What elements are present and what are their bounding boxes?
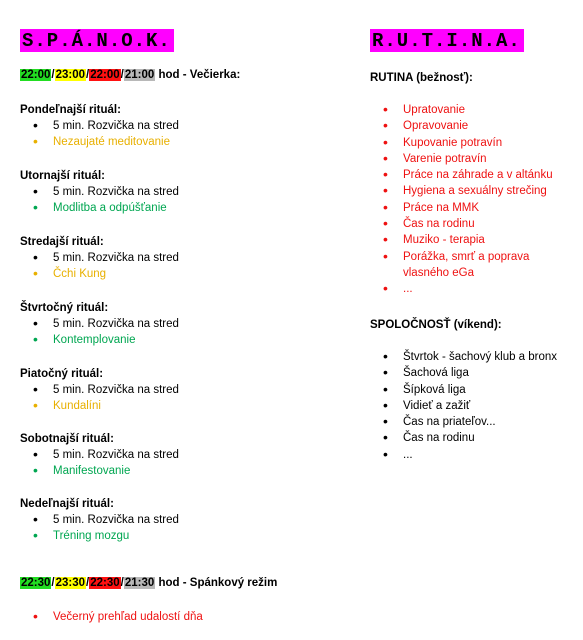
list-item: • Upratovanie bbox=[383, 101, 466, 117]
list-item: • Modlitba a odpúšťanie bbox=[33, 199, 167, 216]
bullet-icon: • bbox=[383, 231, 388, 248]
bullet-icon: • bbox=[383, 364, 388, 381]
list-item: • Nezaujaté meditovanie bbox=[33, 133, 170, 150]
ritual-saturday bbox=[20, 431, 340, 480]
list-item: • Čchi Kung bbox=[33, 265, 107, 282]
bedtime-label: hod - Večierka: bbox=[155, 69, 241, 81]
bullet-icon: • bbox=[33, 397, 38, 414]
bullet-icon: • bbox=[383, 133, 388, 150]
bullet-icon: • bbox=[383, 247, 388, 264]
bullet-icon: • bbox=[383, 166, 388, 183]
list-item: • Štvrtok - šachový klub a bronx bbox=[383, 348, 558, 364]
ritual-heading: Štvrtočný rituál: bbox=[20, 302, 109, 314]
spolocnost-list bbox=[370, 349, 580, 463]
bullet-icon: • bbox=[33, 315, 38, 331]
bullet-icon: • bbox=[383, 182, 388, 199]
ritual-sunday bbox=[20, 496, 340, 545]
time-highlight-green: 22:00 bbox=[21, 69, 51, 81]
bullet-icon: • bbox=[383, 413, 388, 430]
list-item: • ... bbox=[383, 280, 413, 297]
list-item: • Čas na rodinu bbox=[383, 215, 475, 232]
bullet-icon: • bbox=[383, 348, 388, 364]
sleep-mode-line: 22:30/23:30/22:30/21:30 hod - Spánkový režim bbox=[21, 577, 278, 589]
bullet-icon: • bbox=[33, 462, 38, 479]
bullet-icon: • bbox=[33, 608, 38, 624]
list-item: • Večerný prehľad udalostí dňa bbox=[33, 608, 203, 624]
ritual-heading: Nedeľnajší rituál: bbox=[20, 498, 114, 510]
evening-list bbox=[20, 609, 340, 625]
list-item: • Kontemplovanie bbox=[33, 331, 136, 348]
list-item: • Vidieť a zažiť bbox=[383, 396, 471, 413]
list-item: • Šachová liga bbox=[383, 364, 469, 381]
list-item: • Varenie potravín bbox=[383, 149, 487, 166]
time-highlight-red: 22:30 bbox=[90, 577, 120, 589]
bullet-icon: • bbox=[33, 381, 38, 397]
bullet-icon: • bbox=[383, 117, 388, 134]
list-item: • Práce na MMK bbox=[383, 198, 480, 215]
list-item: • 5 min. Rozvička na stred bbox=[33, 183, 179, 199]
spolocnost-heading: SPOLOČNOSŤ (víkend): bbox=[370, 319, 502, 331]
list-item: • Porážka, smrť a poprava vlasného eGa bbox=[383, 247, 530, 279]
ritual-monday bbox=[20, 102, 340, 151]
ritual-heading: Sobotnajší rituál: bbox=[20, 433, 114, 445]
list-item: • Manifestovanie bbox=[33, 462, 131, 479]
ritual-wednesday bbox=[20, 234, 340, 283]
bullet-icon: • bbox=[383, 429, 388, 446]
list-item: • Hygiena a sexuálny strečing bbox=[383, 182, 547, 199]
list-item: • Kupovanie potravín bbox=[383, 133, 503, 150]
list-item: • Práce na záhrade a v altánku bbox=[383, 166, 553, 183]
bullet-icon: • bbox=[33, 446, 38, 462]
bullet-icon: • bbox=[33, 249, 38, 265]
ritual-heading: Pondeľnajší rituál: bbox=[20, 104, 121, 116]
time-highlight-yellow: 23:00 bbox=[55, 69, 86, 81]
bullet-icon: • bbox=[33, 117, 38, 133]
list-item: • 5 min. Rozvička na stred bbox=[33, 117, 179, 133]
ritual-heading: Piatočný rituál: bbox=[20, 368, 104, 380]
ritual-friday bbox=[20, 366, 340, 415]
bullet-icon: • bbox=[383, 198, 388, 215]
list-item: • Opravovanie bbox=[383, 117, 469, 134]
bullet-icon: • bbox=[33, 331, 38, 348]
list-item: • 5 min. Rozvička na stred bbox=[33, 249, 179, 265]
bullet-icon: • bbox=[383, 445, 388, 462]
list-item: • Kundalíni bbox=[33, 397, 101, 414]
bullet-icon: • bbox=[383, 215, 388, 232]
bullet-icon: • bbox=[383, 380, 388, 397]
time-highlight-yellow: 23:30 bbox=[55, 577, 86, 589]
time-highlight-gray: 21:30 bbox=[124, 577, 155, 589]
time-highlight-red: 22:00 bbox=[90, 69, 120, 81]
list-item: • Tréning mozgu bbox=[33, 527, 130, 544]
bullet-icon: • bbox=[383, 101, 388, 117]
sleep-mode-label: hod - Spánkový režim bbox=[155, 577, 278, 589]
list-item: • 5 min. Rozvička na stred bbox=[33, 315, 179, 331]
time-highlight-green: 22:30 bbox=[21, 577, 51, 589]
list-item: • 5 min. Rozvička na stred bbox=[33, 511, 179, 527]
bullet-icon: • bbox=[33, 183, 38, 199]
list-item: • 5 min. Rozvička na stred bbox=[33, 381, 179, 397]
list-item: • ... bbox=[383, 445, 413, 462]
list-item: • Muziko - terapia bbox=[383, 231, 485, 248]
ritual-heading: Stredajší rituál: bbox=[20, 236, 104, 248]
list-item: • Čas na rodinu bbox=[383, 429, 475, 446]
list-item: • Šípková liga bbox=[383, 380, 466, 397]
time-highlight-gray: 21:00 bbox=[124, 69, 155, 81]
list-item: • Čas na priateľov... bbox=[383, 413, 496, 430]
spanok-title: S.P.Á.N.O.K. bbox=[20, 29, 174, 52]
ritual-thursday bbox=[20, 300, 340, 349]
bullet-icon: • bbox=[33, 265, 38, 282]
bullet-icon: • bbox=[33, 527, 38, 544]
bullet-icon: • bbox=[33, 199, 38, 216]
rutina-heading: RUTINA (bežnosť): bbox=[370, 72, 473, 84]
bullet-icon: • bbox=[33, 511, 38, 527]
list-item: • 5 min. Rozvička na stred bbox=[33, 446, 179, 462]
rutina-list bbox=[370, 102, 580, 298]
rutina-title: R.U.T.I.N.A. bbox=[370, 29, 524, 52]
bedtime-line: 22:00/23:00/22:00/21:00 hod - Večierka: bbox=[21, 69, 241, 81]
ritual-tuesday bbox=[20, 168, 340, 217]
bullet-icon: • bbox=[383, 396, 388, 413]
bullet-icon: • bbox=[383, 280, 388, 297]
bullet-icon: • bbox=[33, 133, 38, 150]
bullet-icon: • bbox=[383, 149, 388, 166]
ritual-heading: Utornajší rituál: bbox=[20, 170, 105, 182]
